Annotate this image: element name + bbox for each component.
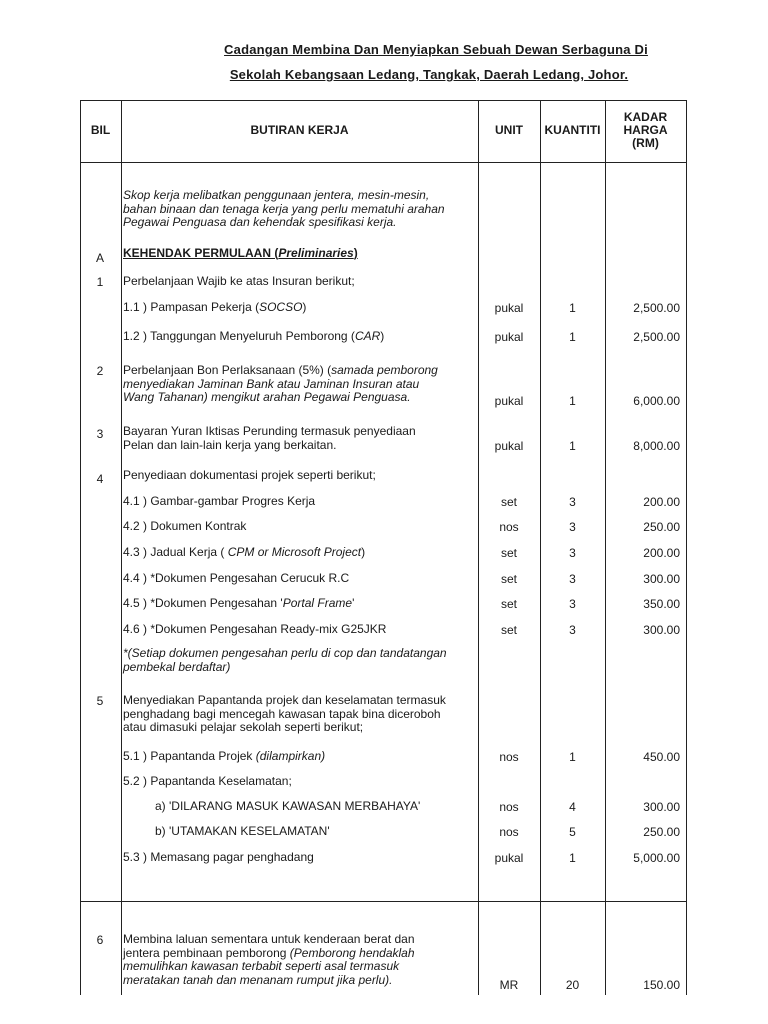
item-text-italic: meratakan tanah dan menanam rumput jika perlu). <box>123 972 393 987</box>
subitem-text: 4.4 ) *Dokumen Pengesahan Cerucuk R.C <box>123 571 350 585</box>
cell-rate: 6,000.00 <box>633 394 680 408</box>
item-desc <box>123 933 478 987</box>
cell-unit: pukal <box>494 394 524 408</box>
header-kadar-line3: (RM) <box>632 136 659 150</box>
cell-rate: 300.00 <box>643 623 680 637</box>
section-label-italic: Preliminaries <box>278 246 354 260</box>
item-text: atau dimasuki pelajar sekolah seperti berikut; <box>123 720 364 734</box>
subitem-text: 5.1 ) Papantanda Projek <box>123 749 256 763</box>
cell-rate: 8,000.00 <box>633 439 680 453</box>
item-desc <box>123 425 478 452</box>
scope-line: bahan binaan dan tenaga kerja yang perlu mematuhi arahan <box>123 201 445 216</box>
table-left-border <box>80 100 81 995</box>
cell-rate: 450.00 <box>643 750 680 764</box>
subitem-text: 1.1 ) Pampasan Pekerja ( <box>123 300 260 314</box>
item-bil: 4 <box>96 472 104 486</box>
cell-qty: 1 <box>569 330 576 344</box>
item-bil: 3 <box>96 427 104 441</box>
subitem-desc <box>123 330 478 344</box>
subitem-desc <box>123 572 478 586</box>
subitem-desc: 5.3 ) Memasang pagar penghadang <box>123 850 314 864</box>
item-text-italic: (Pemborong hendaklah <box>289 945 415 960</box>
note-line: *(Setiap dokumen pengesahan perlu di cop dan tandatangan <box>123 646 447 660</box>
subitem-italic: SOCSO <box>259 300 303 314</box>
item-desc <box>123 364 478 405</box>
item-text-italic: Wang Tahanan) mengikut arahan Pegawai Penguasa. <box>123 390 411 404</box>
item-text-italic: menyediakan Jaminan Bank atau Jaminan Insuran atau <box>123 376 420 391</box>
cell-unit: pukal <box>494 330 524 344</box>
item-text: Menyediakan Papantanda projek dan keselamatan termasuk <box>123 693 446 707</box>
header-butiran-kerja: BUTIRAN KERJA <box>250 123 349 137</box>
subitem-desc: 5.2 ) Papantanda Keselamatan; <box>123 774 292 788</box>
item-bil: 5 <box>96 694 104 708</box>
cell-qty: 1 <box>569 750 576 764</box>
row-divider <box>80 901 687 902</box>
cell-qty: 1 <box>569 439 576 453</box>
cell-qty: 3 <box>569 546 576 560</box>
cell-rate: 250.00 <box>643 825 680 839</box>
item-text: Bayaran Yuran Iktisas Perunding termasuk penyediaan <box>123 424 416 438</box>
cell-qty: 20 <box>565 978 580 992</box>
item-text-italic: samada pemborong <box>331 363 438 377</box>
subitem-desc <box>123 546 478 560</box>
subitem-text: 1.2 ) Tanggungan Menyeluruh Pemborong ( <box>123 329 355 343</box>
subitem-desc <box>123 520 478 534</box>
section-bil: A <box>95 251 104 265</box>
item-desc <box>123 694 478 735</box>
cell-qty: 3 <box>569 495 576 509</box>
section-heading <box>123 247 478 261</box>
cell-unit: set <box>500 572 517 586</box>
header-bottom-border <box>80 162 687 163</box>
subitem-suffix: ' <box>352 596 355 610</box>
subitem-desc <box>123 623 478 637</box>
cell-unit: pukal <box>494 439 524 453</box>
subitem-desc <box>123 495 478 509</box>
header-bil: BIL <box>90 123 111 137</box>
item-text: Membina laluan sementara untuk kenderaan berat dan <box>123 932 415 946</box>
cell-rate: 200.00 <box>643 495 680 509</box>
table-right-border <box>686 100 687 995</box>
scope-line: Pegawai Penguasa dan kehendak spesifikasi kerja. <box>123 215 397 229</box>
cell-qty: 4 <box>569 800 576 814</box>
subitem-text: 4.5 ) *Dokumen Pengesahan ' <box>123 596 283 610</box>
cell-qty: 1 <box>569 851 576 865</box>
item-desc: Perbelanjaan Wajib ke atas Insuran berikut; <box>123 274 355 288</box>
cell-qty: 5 <box>569 825 576 839</box>
cell-rate: 200.00 <box>643 546 680 560</box>
subitem-text: 4.2 ) Dokumen Kontrak <box>123 519 247 533</box>
cell-unit: set <box>500 623 517 637</box>
note-line: pembekal berdaftar) <box>123 659 231 674</box>
scope-line: Skop kerja melibatkan penggunaan jentera, mesin-mesin, <box>123 188 430 202</box>
subitem-suffix: ) <box>380 329 385 343</box>
item-bil: 6 <box>96 933 104 947</box>
subitem-suffix: ) <box>302 300 307 314</box>
item4-note <box>123 647 478 674</box>
scope-text <box>123 189 478 230</box>
col-divider-bil <box>121 100 122 995</box>
document-title-line2: Sekolah Kebangsaan Ledang, Tangkak, Daerah Ledang, Johor. <box>229 67 629 82</box>
subitem-italic: (dilampirkan) <box>255 749 326 763</box>
subitem-desc <box>123 301 478 315</box>
item-text: Perbelanjaan Bon Perlaksanaan (5%) ( <box>123 363 332 377</box>
section-label-end: ) <box>353 246 358 260</box>
cell-qty: 3 <box>569 572 576 586</box>
cell-unit: nos <box>499 825 519 839</box>
cell-unit: nos <box>499 750 519 764</box>
cell-rate: 2,500.00 <box>633 330 680 344</box>
cell-unit: set <box>500 597 517 611</box>
cell-qty: 1 <box>569 301 576 315</box>
table-top-border <box>80 100 687 101</box>
subitem-desc <box>123 750 478 764</box>
cell-rate: 150.00 <box>643 978 680 992</box>
header-kadar-line2: HARGA <box>623 123 668 137</box>
cell-rate: 5,000.00 <box>633 851 680 865</box>
cell-unit: pukal <box>494 851 524 865</box>
item-text: penghadang bagi mencegah kawasan tapak bina diceroboh <box>123 706 441 721</box>
cell-unit: nos <box>499 520 519 534</box>
cell-rate: 2,500.00 <box>633 301 680 315</box>
cell-qty: 1 <box>569 394 576 408</box>
subitem-desc: b) 'UTAMAKAN KESELAMATAN' <box>155 824 330 838</box>
item-bil: 1 <box>96 275 104 289</box>
cell-rate: 300.00 <box>643 572 680 586</box>
item-text: Pelan dan lain-lain kerja yang berkaitan. <box>123 437 337 452</box>
header-kadar-harga <box>605 111 686 150</box>
subitem-italic: Portal Frame <box>282 596 353 610</box>
item-bil: 2 <box>96 364 104 378</box>
item-text: jentera pembinaan pemborong <box>123 945 290 960</box>
subitem-text: 4.3 ) Jadual Kerja ( <box>123 545 228 559</box>
subitem-text: 4.6 ) *Dokumen Pengesahan Ready-mix G25JKR <box>123 622 387 636</box>
cell-rate: 350.00 <box>643 597 680 611</box>
cell-unit: set <box>500 546 517 560</box>
cell-unit: set <box>500 495 517 509</box>
cell-qty: 3 <box>569 623 576 637</box>
subitem-italic: CPM or Microsoft Project <box>227 545 362 559</box>
subitem-text: 4.1 ) Gambar-gambar Progres Kerja <box>123 494 316 508</box>
cell-unit: MR <box>499 978 519 992</box>
subitem-italic: CAR <box>354 329 381 343</box>
cell-unit: nos <box>499 800 519 814</box>
item-text-italic: memulihkan kawasan terbabit seperti asal termasuk <box>123 959 400 973</box>
header-kuantiti: KUANTITI <box>544 123 601 137</box>
cell-rate: 250.00 <box>643 520 680 534</box>
cell-qty: 3 <box>569 597 576 611</box>
header-unit: UNIT <box>495 123 523 137</box>
header-kadar-line1: KADAR <box>623 110 668 124</box>
item-desc: Penyediaan dokumentasi projek seperti berikut; <box>123 468 376 482</box>
subitem-suffix: ) <box>361 545 366 559</box>
subitem-desc: a) 'DILARANG MASUK KAWASAN MERBAHAYA' <box>155 799 421 813</box>
document-title-line1: Cadangan Membina Dan Menyiapkan Sebuah Dewan Serbaguna Di <box>224 42 648 57</box>
cell-qty: 3 <box>569 520 576 534</box>
cell-unit: pukal <box>494 301 524 315</box>
subitem-desc <box>123 597 478 611</box>
cell-rate: 300.00 <box>643 800 680 814</box>
section-label: KEHENDAK PERMULAAN ( <box>123 246 279 260</box>
